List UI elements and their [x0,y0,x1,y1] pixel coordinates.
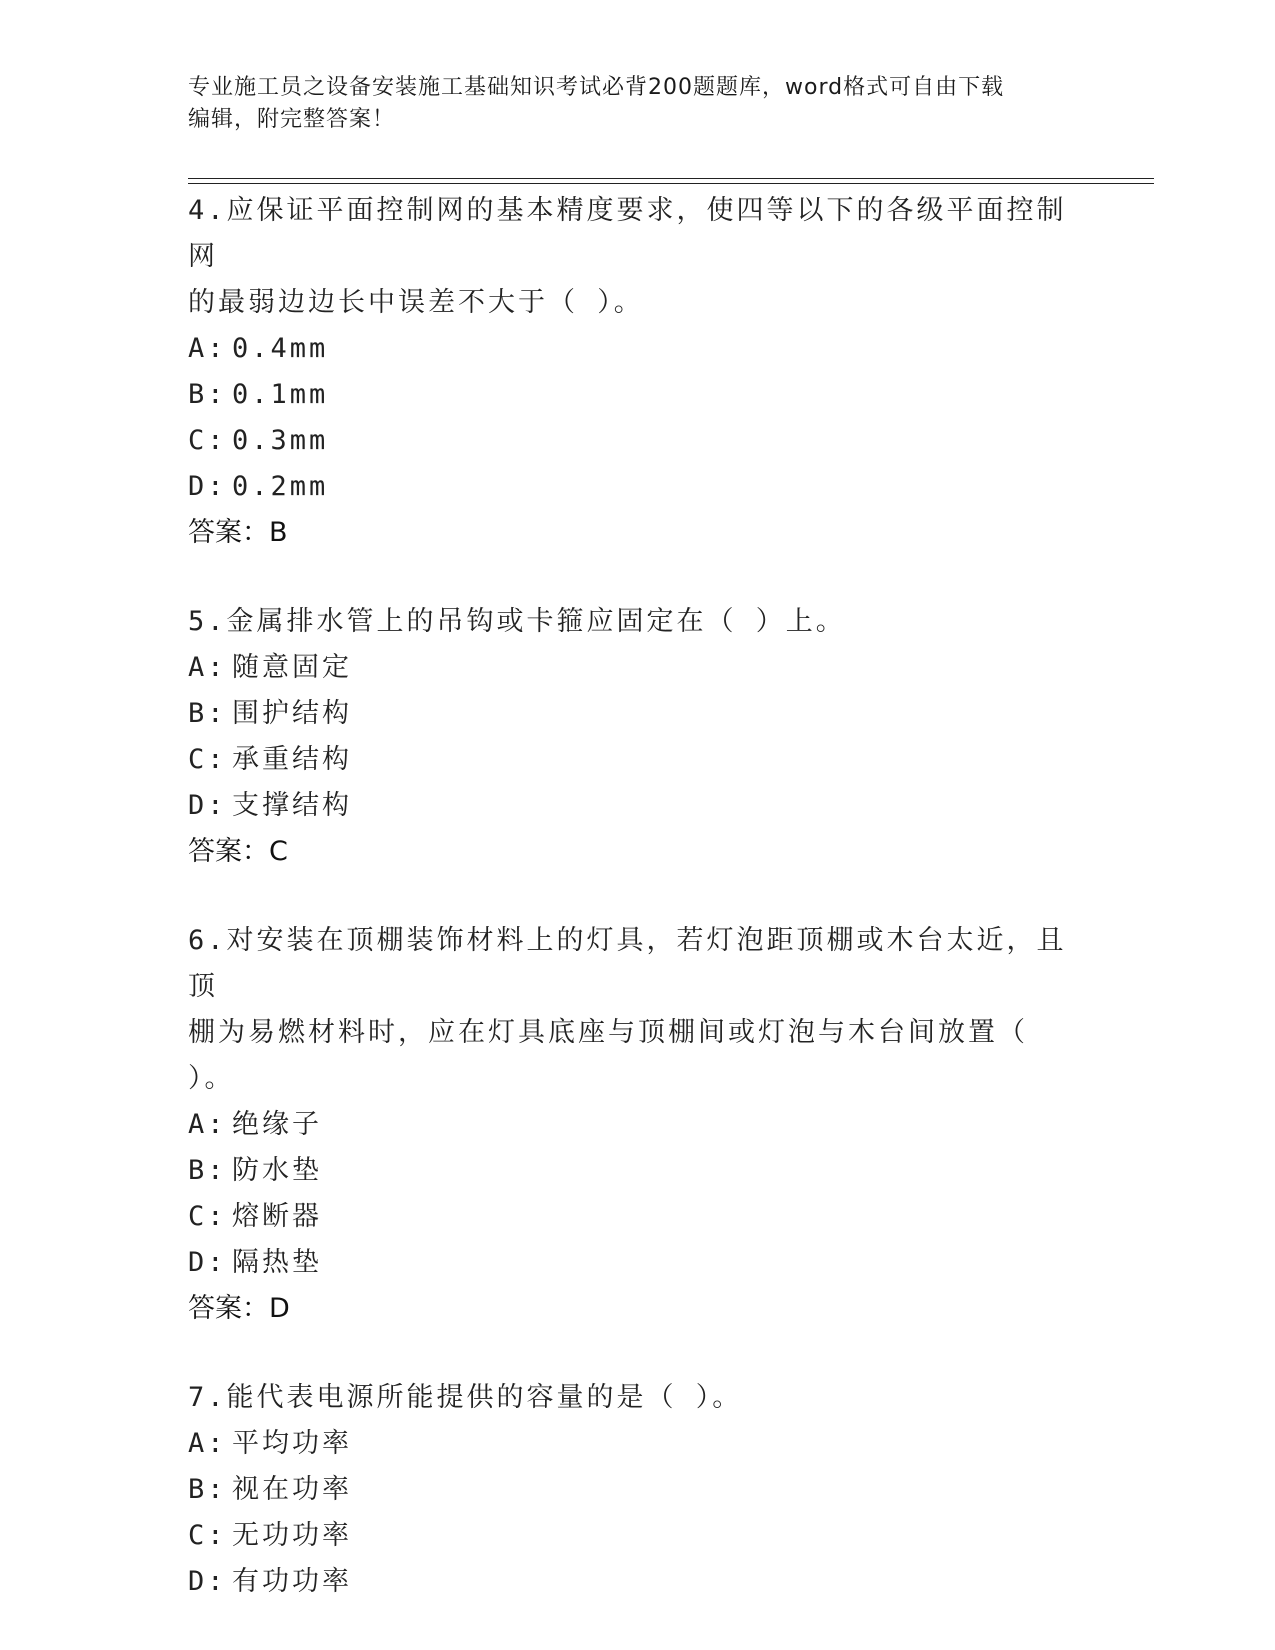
document-header [188,72,1068,136]
question-4 [188,188,1088,556]
option-a [188,1102,1088,1148]
option-text: 0.1mm [232,379,329,410]
option-c [188,737,1088,783]
option-b [188,372,1088,418]
option-c [188,418,1088,464]
option-letter: C: [188,1201,227,1232]
option-d [188,1240,1088,1286]
question-6 [188,918,1088,1332]
header-divider-top [188,178,1154,179]
question-stem-continued: 棚为易燃材料时，应在灯具底座与顶棚间或灯泡与木台间放置（ ）。 [188,1017,1028,1094]
option-text: 随意固定 [232,652,352,683]
header-divider-bottom [188,183,1154,184]
option-b [188,691,1088,737]
option-text: 有功功率 [232,1566,352,1597]
option-letter: C: [188,744,227,775]
option-text: 无功功率 [232,1520,352,1551]
option-text: 熔断器 [232,1201,322,1232]
answer-line: 答案：B [188,517,288,548]
option-text: 0.2mm [232,471,329,502]
option-text: 承重结构 [232,744,352,775]
option-letter: C: [188,1520,227,1551]
option-letter: A: [188,333,227,364]
question-stem: 6.对安装在顶棚装饰材料上的灯具，若灯泡距顶棚或木台太近，且顶 [188,925,1067,1002]
option-text: 支撑结构 [232,790,352,821]
question-stem: 7.能代表电源所能提供的容量的是（ ）。 [188,1382,743,1413]
option-letter: C: [188,425,227,456]
question-stem: 5.金属排水管上的吊钩或卡箍应固定在（ ）上。 [188,606,846,637]
option-text: 防水垫 [232,1155,322,1186]
question-7 [188,1375,1088,1605]
option-a [188,326,1088,372]
option-a [188,1421,1088,1467]
answer-line: 答案：C [188,836,288,867]
option-a [188,645,1088,691]
option-text: 围护结构 [232,698,352,729]
option-text: 0.4mm [232,333,329,364]
answer-line: 答案：D [188,1293,290,1324]
option-text: 绝缘子 [232,1109,322,1140]
option-letter: A: [188,652,227,683]
option-c [188,1513,1088,1559]
option-letter: D: [188,471,227,502]
question-5 [188,599,1088,875]
option-letter: D: [188,790,227,821]
option-text: 0.3mm [232,425,329,456]
option-b [188,1467,1088,1513]
question-stem-continued: 的最弱边边长中误差不大于（ ）。 [188,287,644,318]
option-text: 视在功率 [232,1474,352,1505]
option-d [188,783,1088,829]
option-letter: B: [188,698,227,729]
header-title-line-2: 编辑，附完整答案！ [188,107,396,132]
option-text: 平均功率 [232,1428,352,1459]
option-b [188,1148,1088,1194]
option-letter: B: [188,379,227,410]
option-letter: B: [188,1155,227,1186]
option-d [188,1559,1088,1605]
option-letter: D: [188,1247,227,1278]
option-text: 隔热垫 [232,1247,322,1278]
option-c [188,1194,1088,1240]
question-stem: 4.应保证平面控制网的基本精度要求，使四等以下的各级平面控制网 [188,195,1067,272]
option-letter: B: [188,1474,227,1505]
option-letter: A: [188,1109,227,1140]
option-d [188,464,1088,510]
option-letter: D: [188,1566,227,1597]
question-list [188,188,1088,1605]
option-letter: A: [188,1428,227,1459]
header-title-line-1: 专业施工员之设备安装施工基础知识考试必背200题题库，word格式可自由下载 [188,75,1005,100]
